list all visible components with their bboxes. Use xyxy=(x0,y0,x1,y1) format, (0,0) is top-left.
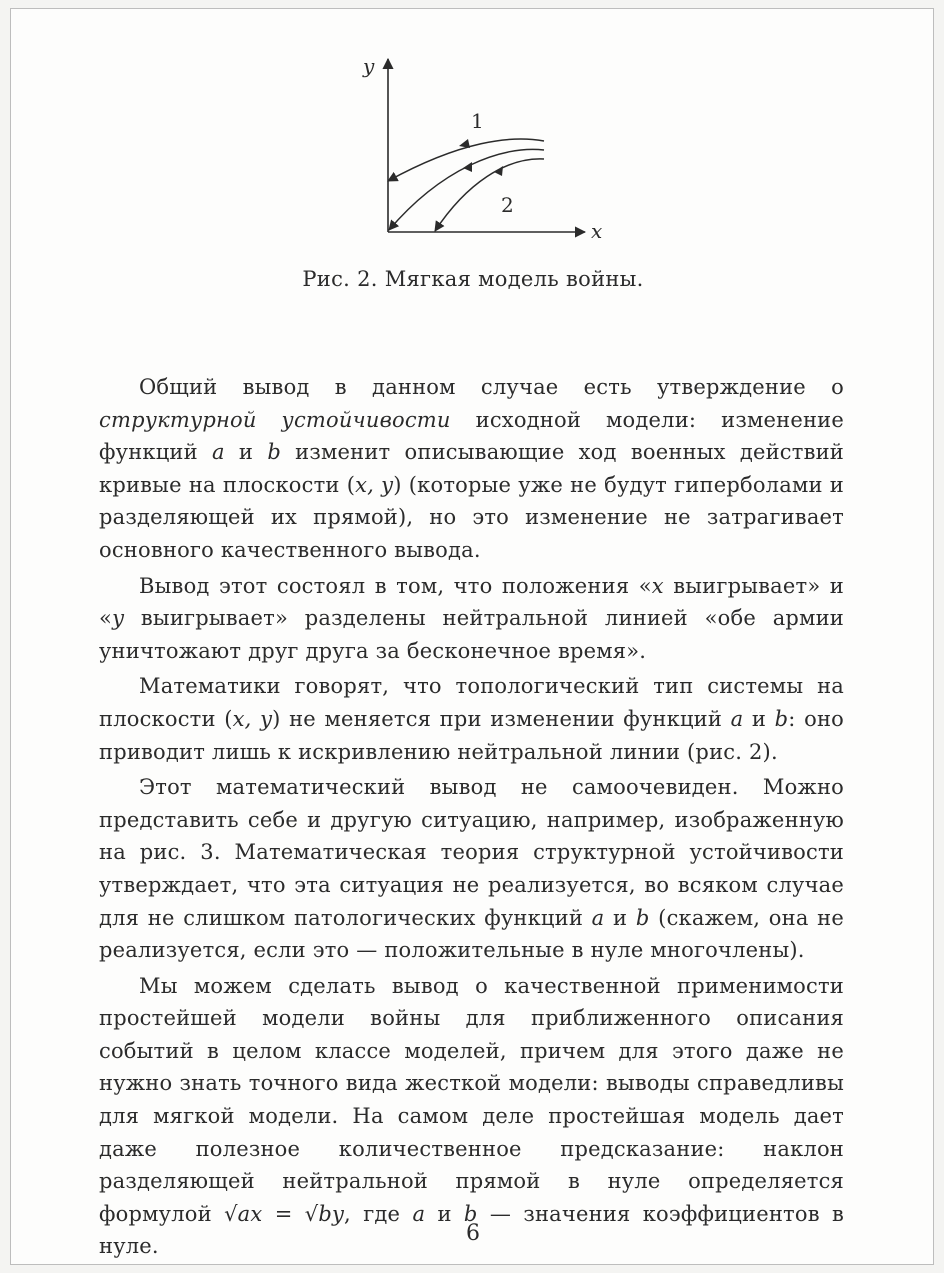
page-number: 6 xyxy=(466,1221,480,1246)
paragraph xyxy=(99,670,844,768)
text-run: Математики говорят, что топологический тип системы на плоскости ( xyxy=(99,674,844,731)
paragraph xyxy=(99,970,844,1263)
text-run: ) не меняется при изменении функций xyxy=(272,706,731,731)
italic-text: b xyxy=(463,1201,478,1226)
curve-label-1: 1 xyxy=(471,109,484,133)
italic-text: структурной устойчивости xyxy=(99,407,451,432)
paragraph xyxy=(99,570,844,668)
figure-soft-war-model xyxy=(341,49,641,249)
italic-text: √ax = √by xyxy=(224,1201,345,1226)
figure-caption: Рис. 2. Мягкая модель войны. xyxy=(302,267,644,291)
paragraph xyxy=(99,371,844,567)
text-run: , где xyxy=(344,1201,413,1226)
text-run: (скажем, она не реализуется, если это — положительные в нуле многочлены). xyxy=(99,905,844,963)
phase-portrait-diagram xyxy=(341,49,641,249)
book-page xyxy=(10,8,934,1265)
y-axis-label: y xyxy=(363,54,375,78)
text-run: Вывод этот состоял в том, что положения « xyxy=(139,573,652,598)
italic-text: b xyxy=(635,905,650,930)
italic-text: y xyxy=(112,606,125,631)
text-run: : оно приводит лишь к искривлению нейтральной линии (рис. 2). xyxy=(99,706,844,764)
text-run: ) (которые уже не будут гиперболами и разделяющей их прямой), но это изменение не затрагивает основного качественного вывода. xyxy=(99,472,844,562)
italic-text: a xyxy=(730,706,744,731)
italic-text: x, y xyxy=(355,472,394,497)
italic-text: a xyxy=(591,905,605,930)
text-run: Мы можем сделать вывод о качественной применимости простейшей модели войны для приближенного описания событий в целом классе моделей, причем для этого даже не нужно знать точного вида жесткой модели: выводы справедливы для мягкой модели. На самом деле простейшая модель дает даже полезное количественное предсказание: наклон разделяющей нейтральной прямой в нуле определяется формулой xyxy=(99,973,844,1226)
italic-text: x, y xyxy=(232,706,273,731)
text-run: Этот математический вывод не самоочевиден. Можно представить себе и другую ситуацию, например, изображенную на рис. 3. Математическая теория структурной устойчивости утверждает, что эта ситуация не реализуется, во всяком случае для не слишком патологических функций xyxy=(99,775,844,930)
trajectory-arrow-1 xyxy=(459,139,470,148)
text-run: изменит описывающие ход военных действий кривые на плоскости ( xyxy=(99,440,845,497)
paragraph xyxy=(99,771,844,967)
text-run: Общий вывод в данном случае есть утверждение о xyxy=(139,375,844,399)
italic-text: a xyxy=(212,440,225,465)
text-run: и xyxy=(604,905,636,930)
trajectory-curve-2 xyxy=(435,159,544,231)
curve-label-2: 2 xyxy=(501,193,514,217)
text-run: и xyxy=(743,706,775,731)
italic-text: a xyxy=(412,1201,426,1226)
text-run: и xyxy=(425,1201,464,1226)
neutral-line-arrow xyxy=(463,162,472,172)
body-text xyxy=(99,371,844,1263)
italic-text: x xyxy=(651,573,664,598)
text-run: — значения коэффициентов в нуле. xyxy=(99,1201,845,1259)
text-run: выигрывает» разделены нейтральной линией «обе армии уничтожают друг друга за бесконечное время». xyxy=(99,606,844,663)
italic-text: b xyxy=(267,440,281,465)
text-run: выигрывает» и « xyxy=(99,573,844,631)
x-axis-label: x xyxy=(591,219,603,243)
italic-text: b xyxy=(774,706,789,731)
text-run: исходной модели: изменение функций xyxy=(99,407,844,465)
text-run: и xyxy=(224,440,268,465)
